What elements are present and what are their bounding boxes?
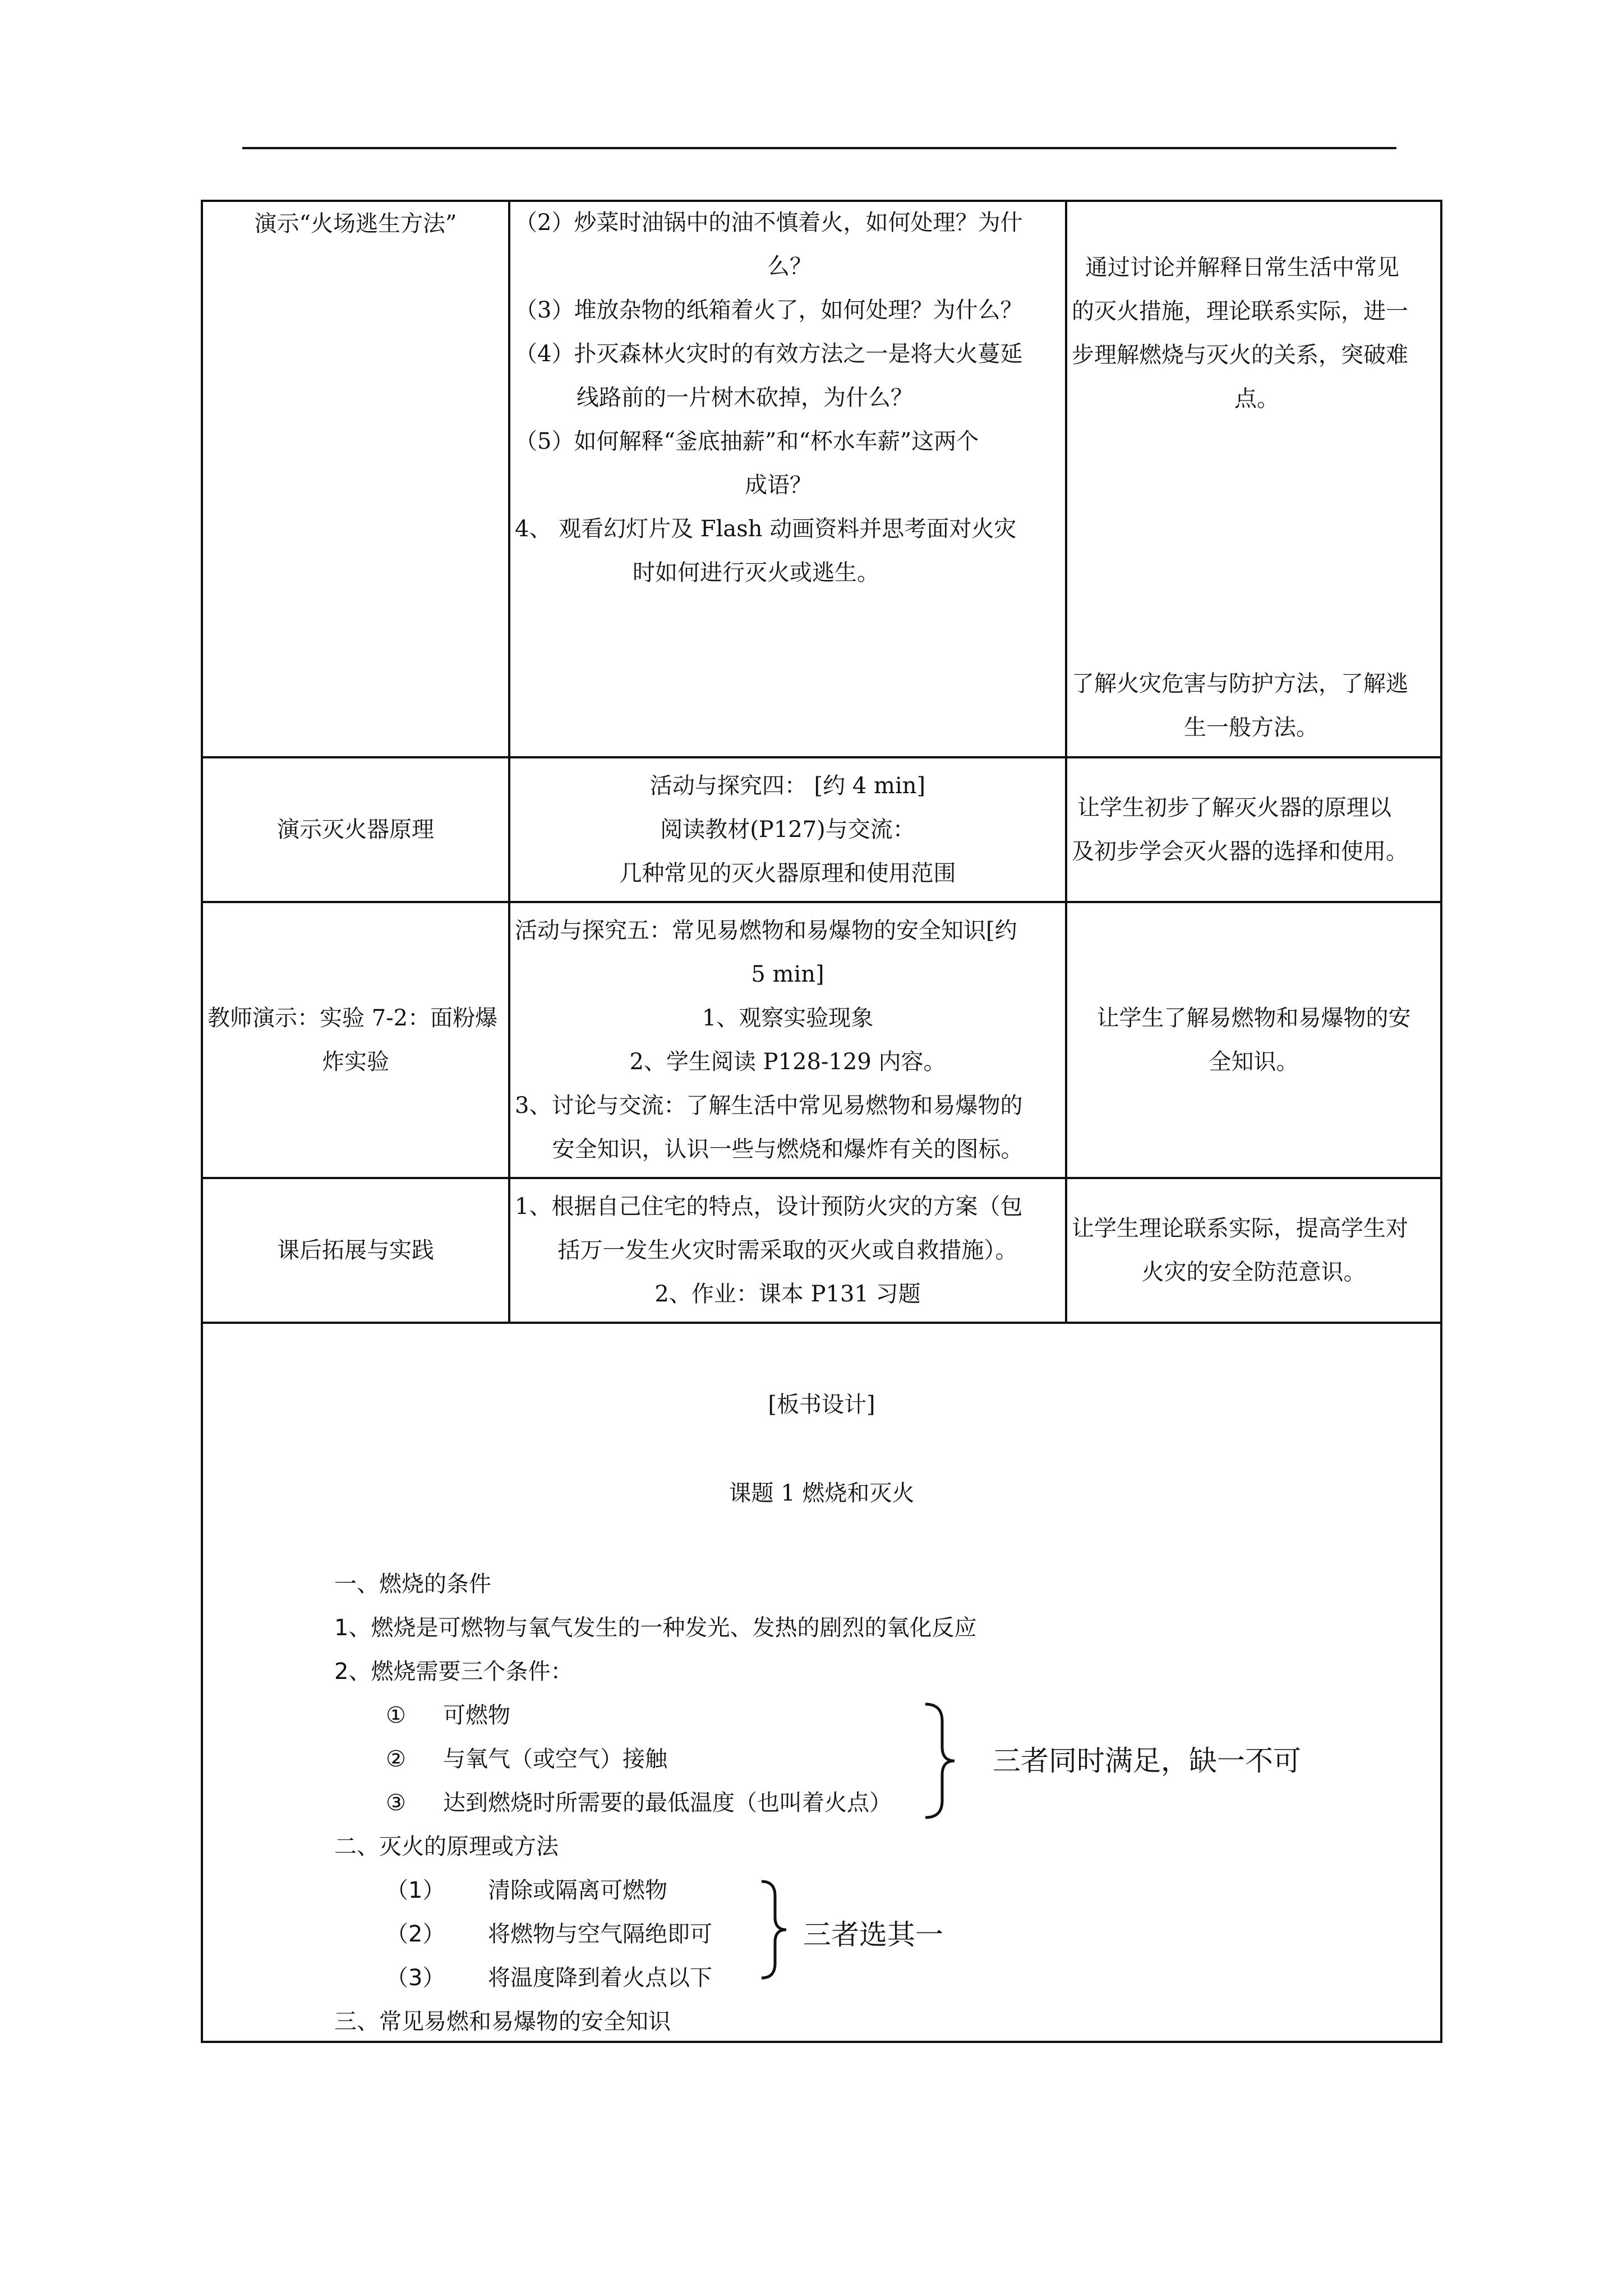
- row3-design-intent: 让学生了解易燃物和易爆物的安 全知识。: [1066, 902, 1441, 1178]
- right-brace-icon: [757, 1879, 791, 1980]
- row1-design-intent: 通过讨论并解释日常生活中常见 的灭火措施，理论联系实际，进一 步理解燃烧与灭火的关系，突破难 点。 了解火灾危害与防护方法，了解逃 生一般方法。: [1066, 201, 1441, 757]
- board-subtitle: 课题 1 燃烧和灭火: [728, 1480, 915, 1506]
- list-item: 将温度降到着火点以下: [488, 1965, 712, 1991]
- section-heading: 一、燃烧的条件: [334, 1571, 491, 1597]
- row1-teacher-activity: 演示“火场逃生方法”: [202, 201, 509, 757]
- row2-teacher-activity: 演示灭火器原理: [202, 757, 509, 902]
- row4-design-intent: 让学生理论联系实际，提高学生对 火灾的安全防范意识。: [1066, 1178, 1441, 1323]
- list-item: 2、燃烧需要三个条件：: [334, 1659, 573, 1685]
- table-row: [202, 1178, 1441, 1323]
- list-item: 将燃物与空气隔绝即可: [488, 1921, 712, 1947]
- list-item: 清除或隔离可燃物: [488, 1878, 667, 1903]
- methods-note: 三者选其一: [803, 1918, 943, 1951]
- list-item: 达到燃烧时所需要的最低温度（也叫着火点）: [443, 1790, 892, 1816]
- table-row: [202, 757, 1441, 902]
- row3-student-activity: 活动与探究五：常见易燃物和易爆物的安全知识[约 5 min] 1、观察实验现象 2、学生阅读 P128-129 内容。 3、讨论与交流：了解生活中常见易燃物和易爆物的 安全知识，认识一些与燃烧和爆炸有关的图标。: [509, 902, 1066, 1178]
- row1-student-activity: （2）炒菜时油锅中的油不慎着火，如何处理？为什 么？ （3）堆放杂物的纸箱着火了，如何处理？为什么？ （4）扑灭森林火灾时的有效方法之一是将大火蔓延 线路前的一片树木砍掉，为什么？ （5）如何解释“釜底抽薪”和“杯水车薪”这两个 成语？ 4、 观看幻灯片及 Flash 动画资料并思考面对火灾 时如何进行灭火或逃生。: [509, 201, 1066, 757]
- right-brace-icon: [920, 1702, 959, 1820]
- row2-design-intent: 让学生初步了解灭火器的原理以 及初步学会灭火器的选择和使用。: [1066, 757, 1441, 902]
- conditions-note: 三者同时满足，缺一不可: [993, 1745, 1301, 1777]
- board-design: [202, 1323, 1441, 2042]
- row3-teacher-activity: 教师演示：实验 7-2：面粉爆 炸实验: [202, 902, 509, 1178]
- list-item: 可燃物: [443, 1703, 510, 1728]
- list-marker: ③: [386, 1790, 406, 1816]
- list-marker: （3）: [386, 1965, 445, 1991]
- header-rule: [242, 147, 1396, 149]
- list-item: 与氧气（或空气）接触: [443, 1746, 667, 1772]
- row4-student-activity: 1、根据自己住宅的特点，设计预防火灾的方案（包 括万一发生火灾时需采取的灭火或自救措施）。 2、作业：课本 P131 习题: [509, 1178, 1066, 1323]
- list-marker: ①: [386, 1703, 406, 1728]
- list-marker: ②: [386, 1746, 406, 1772]
- table-row: [202, 902, 1441, 1178]
- section-heading: 二、灭火的原理或方法: [334, 1834, 559, 1860]
- list-marker: （2）: [386, 1921, 445, 1947]
- board-title: [板书设计]: [768, 1392, 875, 1418]
- lesson-table: [201, 200, 1442, 2043]
- list-item: 1、燃烧是可燃物与氧气发生的一种发光、发热的剧烈的氧化反应: [334, 1615, 977, 1641]
- row2-student-activity: 活动与探究四： [约 4 min] 阅读教材(P127)与交流： 几种常见的灭火器原理和使用范围: [509, 757, 1066, 902]
- table-row: [202, 201, 1441, 757]
- table-row: [202, 1323, 1441, 2042]
- row4-teacher-activity: 课后拓展与实践: [202, 1178, 509, 1323]
- section-heading: 三、常见易燃和易爆物的安全知识: [334, 2009, 671, 2035]
- list-marker: （1）: [386, 1878, 445, 1903]
